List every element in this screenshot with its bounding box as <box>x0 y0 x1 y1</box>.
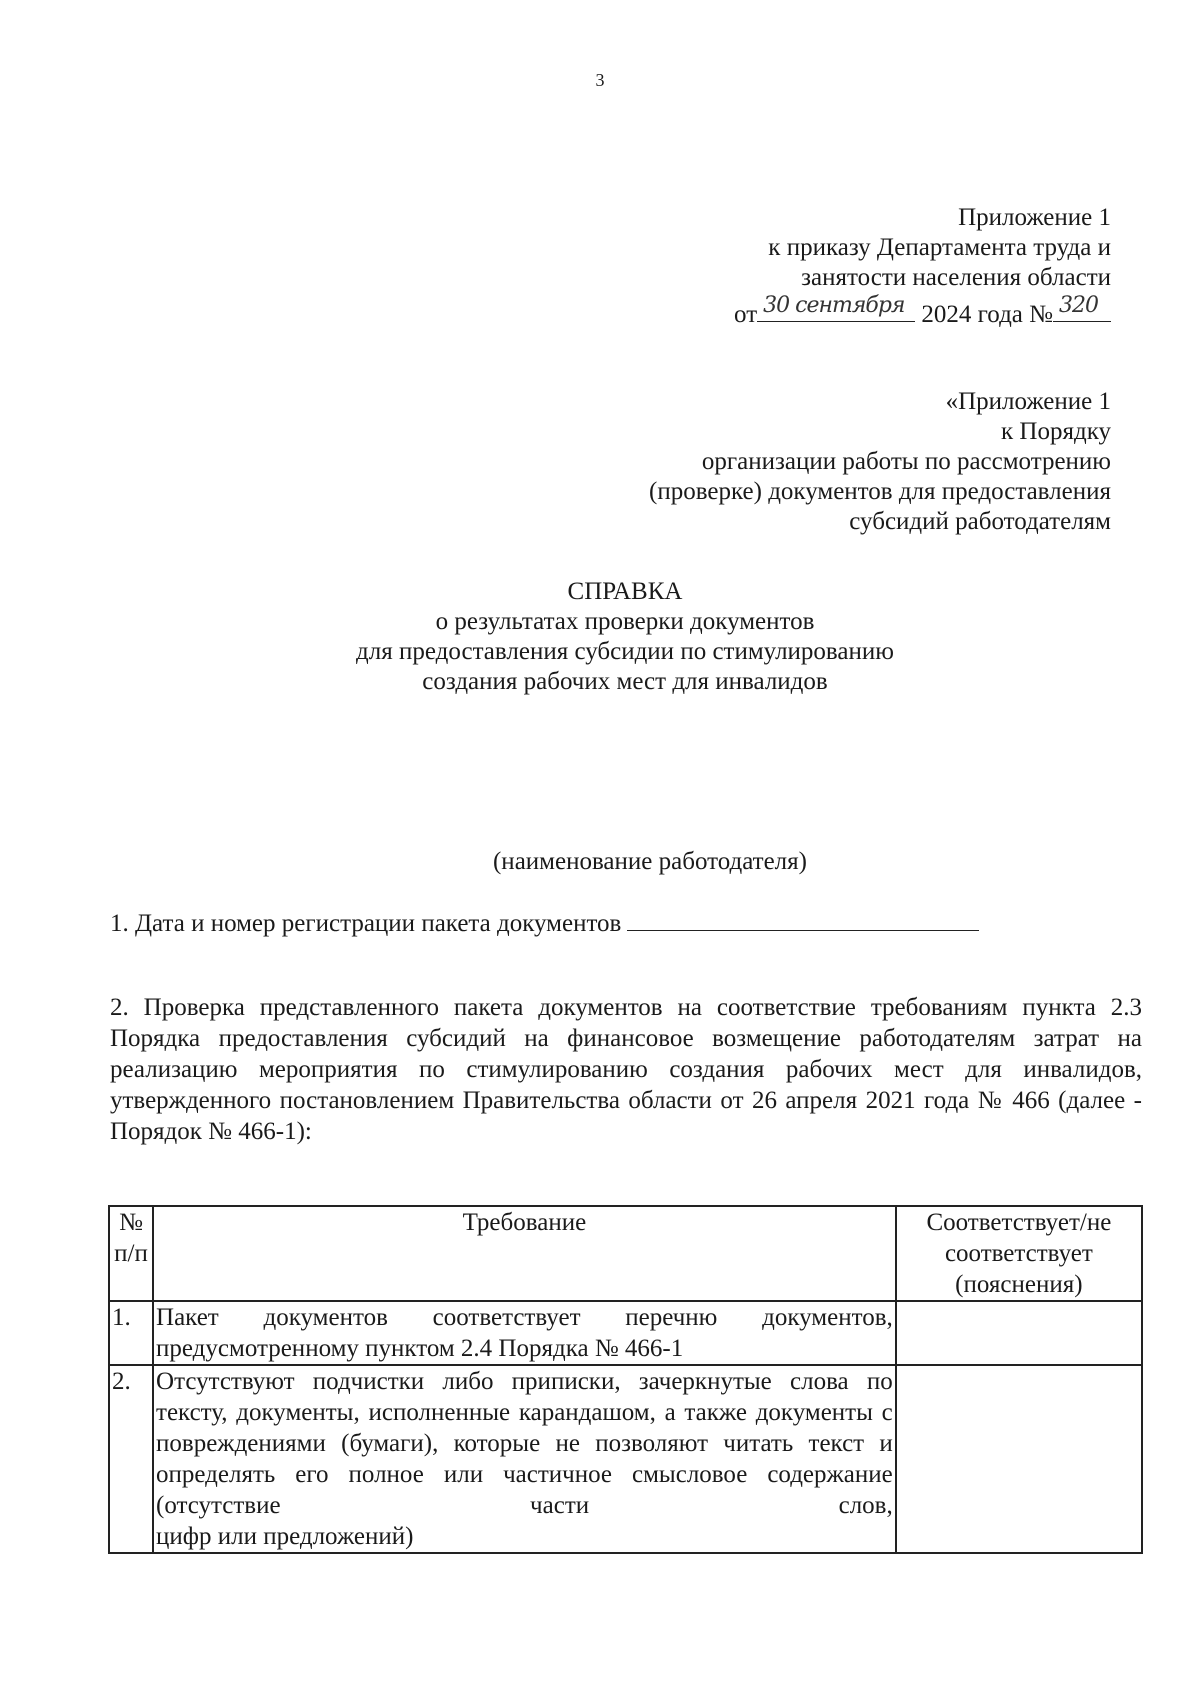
appendix-procedure-line4: (проверке) документов для предоставления <box>649 478 1111 505</box>
header-num: № п/п <box>109 1206 153 1301</box>
number-signature-line <box>1053 293 1111 322</box>
row-requirement-text: Отсутствуют подчистки либо приписки, зачеркнутые слова по тексту, документы, исполненные карандашом, а также документы с повреждениями (бумаги), которые не позволяют читать текст и определять его полное или частичное смысловое содержание (отсутствие части слов, <box>156 1368 893 1519</box>
row-result-cell[interactable] <box>896 1365 1142 1553</box>
date-prefix: от <box>734 301 758 328</box>
appendix-procedure-block <box>649 387 1111 537</box>
title-line3: создания рабочих мест для инвалидов <box>422 668 828 695</box>
table-row <box>109 1301 1142 1365</box>
year-text: 2024 года № <box>921 301 1053 328</box>
item1-blank-field <box>627 908 979 931</box>
page-number: 3 <box>595 70 605 90</box>
appendix-order-date-line <box>734 293 1111 330</box>
title-line1: о результатах проверки документов <box>435 608 815 635</box>
handwritten-number: 320 <box>1059 293 1098 318</box>
row-num: 2. <box>109 1365 153 1553</box>
employer-caption: (наименование работодателя) <box>492 848 807 875</box>
appendix-order-line1: Приложение 1 <box>958 204 1111 231</box>
row-requirement <box>153 1301 896 1365</box>
title-main: СПРАВКА <box>567 578 683 605</box>
appendix-procedure-line2: к Порядку <box>1001 418 1111 445</box>
item1-text: 1. Дата и номер регистрации пакета документов <box>110 910 622 937</box>
appendix-order-block <box>734 203 1111 330</box>
row-requirement-text-last: цифр или предложений) <box>156 1523 414 1550</box>
item1-line <box>110 908 979 938</box>
header-result: Соответствует/не соответствует (пояснения) <box>896 1206 1142 1301</box>
table-row <box>109 1365 1142 1553</box>
row-num: 1. <box>109 1301 153 1365</box>
appendix-procedure-line5: субсидий работодателям <box>849 508 1111 535</box>
appendix-procedure-line1: «Приложение 1 <box>945 388 1111 415</box>
handwritten-date: 30 сентября <box>763 293 905 318</box>
row-result-cell[interactable] <box>896 1301 1142 1365</box>
date-signature-line <box>757 293 915 322</box>
item2-paragraph: 2. Проверка представленного пакета документов на соответствие требованиям пункта 2.3 Порядка предоставления субсидий на финансовое возмещение работодателям затрат на реализацию мероприятия по стимулированию создания рабочих мест для инвалидов, утвержденного постановлением Правительства области от 26 апреля 2021 года № 466 (далее - Порядок № 466-1): <box>110 994 1142 1145</box>
row-requirement-text-last: предусмотренному пунктом 2.4 Порядка № 466-1 <box>156 1335 684 1362</box>
appendix-procedure-line3: организации работы по рассмотрению <box>701 448 1111 475</box>
document-title <box>0 577 1200 697</box>
requirements-table <box>108 1205 1143 1554</box>
row-requirement <box>153 1365 896 1553</box>
header-requirement: Требование <box>153 1206 896 1301</box>
appendix-order-line2: к приказу Департамента труда и <box>768 234 1111 261</box>
title-line2: для предоставления субсидии по стимулированию <box>356 638 894 665</box>
appendix-order-line3: занятости населения области <box>801 264 1111 291</box>
table-header-row <box>109 1206 1142 1301</box>
row-requirement-text: Пакет документов соответствует перечню документов, <box>156 1304 893 1331</box>
